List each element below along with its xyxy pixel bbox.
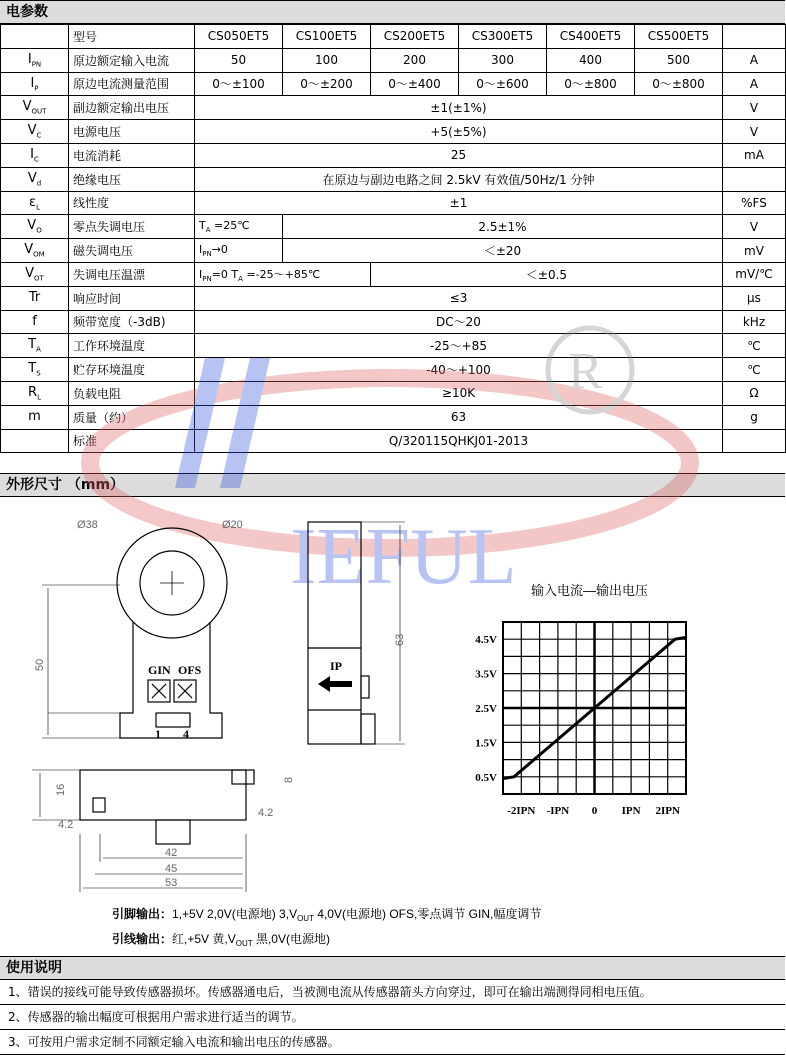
param-value: 0～±100: [195, 72, 283, 96]
table-row: [1, 215, 786, 239]
dim-h42r: 4.2: [258, 807, 274, 819]
dim-h16: 16: [55, 783, 67, 796]
param-unit: A: [723, 72, 786, 96]
dim-w45: 45: [165, 863, 178, 875]
section-title-usage: 使用说明: [0, 956, 785, 980]
param-unit: μs: [723, 286, 786, 310]
model-name: CS200ET5: [371, 25, 459, 49]
param-unit: V: [723, 96, 786, 120]
param-value: Q/320115QHKJ01-2013: [195, 429, 723, 453]
param-unit: mV: [723, 239, 786, 263]
arrow-icon: [318, 676, 352, 692]
param-name: 磁失调电压: [69, 239, 195, 263]
param-value: 0～±800: [547, 72, 635, 96]
x-tick-label: -2IPN: [507, 805, 536, 817]
param-name: 零点失调电压: [69, 215, 195, 239]
param-value: 0～±200: [283, 72, 371, 96]
param-name: 响应时间: [69, 286, 195, 310]
label-gin: GIN: [148, 663, 171, 677]
param-value: 2.5±1%: [283, 215, 723, 239]
param-condition: $I_{PN}\to 0$: [195, 239, 283, 263]
param-value: ±1(±1%): [195, 96, 723, 120]
header-unit: [723, 25, 786, 49]
param-value: 0～±400: [371, 72, 459, 96]
param-unit: ℃: [723, 358, 786, 382]
param-symbol: $I_C$: [1, 143, 69, 167]
table-row: [1, 96, 786, 120]
x-tick-label: IPN: [621, 805, 641, 817]
spec-table: [0, 24, 786, 453]
dim-h63: 63: [394, 633, 406, 646]
y-tick-label: 1.5V: [475, 737, 497, 750]
param-unit: kHz: [723, 310, 786, 334]
chart-title: 输入电流—输出电压: [531, 583, 649, 598]
model-name: CS100ET5: [283, 25, 371, 49]
y-tick-label: 2.5V: [475, 703, 497, 715]
usage-notes: [0, 980, 785, 1055]
param-symbol: $V_O$: [1, 215, 69, 239]
note-item: 2、传感器的输出幅度可根据用户需求进行适当的调节。: [0, 1005, 785, 1030]
y-tick-label: 3.5V: [475, 668, 497, 681]
model-name: CS500ET5: [635, 25, 723, 49]
param-value: 500: [635, 48, 723, 72]
param-symbol: $T_A$: [1, 334, 69, 358]
param-unit: V: [723, 120, 786, 144]
param-value: 在原边与副边电路之间 2.5kV 有效值/50Hz/1 分钟: [195, 167, 723, 191]
y-tick-label: 4.5V: [475, 634, 497, 647]
param-condition: $T_A$ =25℃: [195, 215, 283, 239]
param-value: ＜±0.5: [371, 262, 723, 286]
table-row: [1, 310, 786, 334]
param-value: 0～±600: [459, 72, 547, 96]
param-name: 电源电压: [69, 120, 195, 144]
x-tick-label: -IPN: [546, 805, 570, 817]
front-view: [42, 528, 227, 738]
param-symbol: m: [1, 405, 69, 429]
param-value: DC～20: [195, 310, 723, 334]
header-label: 型号: [69, 25, 195, 49]
param-symbol: f: [1, 310, 69, 334]
dim-h50: 50: [34, 658, 46, 671]
dim-w53: 53: [165, 877, 178, 889]
table-header-row: [1, 25, 786, 49]
table-row: [1, 72, 786, 96]
param-name: 线性度: [69, 191, 195, 215]
param-value: 400: [547, 48, 635, 72]
param-name: 原边额定输入电流: [69, 48, 195, 72]
param-unit: V: [723, 215, 786, 239]
io-chart: [475, 583, 686, 817]
param-unit: mV/℃: [723, 262, 786, 286]
param-symbol: $V_{OUT}$: [1, 96, 69, 120]
param-value: ±1: [195, 191, 723, 215]
dim-d38: Ø38: [77, 519, 98, 531]
dim-h42l: 4.2: [58, 819, 74, 831]
param-unit: g: [723, 405, 786, 429]
param-name: 质量（约）: [69, 405, 195, 429]
table-row: [1, 286, 786, 310]
param-unit: %FS: [723, 191, 786, 215]
param-symbol: $V_{OM}$: [1, 239, 69, 263]
x-tick-label: 2IPN: [655, 805, 680, 817]
param-unit: Ω: [723, 381, 786, 405]
model-name: CS300ET5: [459, 25, 547, 49]
label-pin4: 4: [183, 727, 189, 741]
param-name: 贮存环境温度: [69, 358, 195, 382]
param-value: 200: [371, 48, 459, 72]
param-symbol: $V_C$: [1, 120, 69, 144]
note-item: 1、错误的接线可能导致传感器损坏。传感器通电后，当被测电流从传感器箭头方向穿过，即可在输出端测得同相电压值。: [0, 980, 785, 1005]
param-condition: $I_{PN}=0$ $T_A$ =-25～+85℃: [195, 262, 371, 286]
table-row: [1, 239, 786, 263]
section-title-params: 电参数: [0, 0, 785, 24]
dim-w42: 42: [165, 847, 178, 859]
param-symbol: $I_P$: [1, 72, 69, 96]
param-value: 100: [283, 48, 371, 72]
svg-text:R: R: [568, 343, 603, 400]
param-name: 电流消耗: [69, 143, 195, 167]
pinout-line2: 引线输出：红,+5V 黄$,V_{OUT}$ 黑,0V(电源地): [112, 932, 330, 948]
param-name: 副边额定输出电压: [69, 96, 195, 120]
param-name: 绝缘电压: [69, 167, 195, 191]
param-value: 0～±800: [635, 72, 723, 96]
watermark-text: IEFUL: [290, 513, 517, 601]
table-row: [1, 262, 786, 286]
section-title-dims: 外形尺寸 （mm）: [0, 473, 785, 497]
param-name: 工作环境温度: [69, 334, 195, 358]
param-symbol: $T_S$: [1, 358, 69, 382]
param-value: 300: [459, 48, 547, 72]
dim-h8b: 8: [283, 776, 295, 783]
table-row: [1, 167, 786, 191]
param-value: 63: [195, 405, 723, 429]
param-symbol: $V_{OT}$: [1, 262, 69, 286]
param-name: 原边电流测量范围: [69, 72, 195, 96]
param-unit: A: [723, 48, 786, 72]
param-symbol: $V_d$: [1, 167, 69, 191]
table-row: [1, 48, 786, 72]
param-symbol: $R_L$: [1, 381, 69, 405]
param-unit: [723, 429, 786, 453]
param-name: 负载电阻: [69, 381, 195, 405]
param-symbol: [1, 429, 69, 453]
table-row: [1, 143, 786, 167]
param-unit: mA: [723, 143, 786, 167]
param-symbol: $\varepsilon_L$: [1, 191, 69, 215]
pinout-line1: 引脚输出：1,+5V 2,0V(电源地) $3,V_{OUT}$ 4,0V(电源地) OFS,零点调节 GIN,幅度调节: [112, 907, 542, 923]
label-ip: IP: [330, 659, 342, 673]
note-item: 3、可按用户需求定制不同额定输入电流和输出电压的传感器。: [0, 1030, 785, 1055]
param-name: 频带宽度（-3dB): [69, 310, 195, 334]
param-unit: ℃: [723, 334, 786, 358]
param-value: ≥10K: [195, 381, 723, 405]
param-value: 25: [195, 143, 723, 167]
table-row: [1, 191, 786, 215]
label-pin1: 1: [155, 727, 161, 741]
x-tick-label: 0: [591, 805, 598, 817]
header-symbol: [1, 25, 69, 49]
param-value: -40～+100: [195, 358, 723, 382]
model-name: CS050ET5: [195, 25, 283, 49]
param-value: ＜±20: [283, 239, 723, 263]
label-ofs: OFS: [178, 663, 202, 677]
param-name: 失调电压温漂: [69, 262, 195, 286]
model-name: CS400ET5: [547, 25, 635, 49]
param-symbol: Tr: [1, 286, 69, 310]
param-value: ≤3: [195, 286, 723, 310]
y-tick-label: 0.5V: [475, 771, 497, 784]
table-row: [1, 334, 786, 358]
param-unit: [723, 167, 786, 191]
param-value: -25～+85: [195, 334, 723, 358]
param-value: 50: [195, 48, 283, 72]
param-symbol: $I_{PN}$: [1, 48, 69, 72]
dim-d20: Ø20: [222, 519, 243, 531]
table-row: [1, 120, 786, 144]
param-name: 标准: [69, 429, 195, 453]
param-value: +5(±5%): [195, 120, 723, 144]
